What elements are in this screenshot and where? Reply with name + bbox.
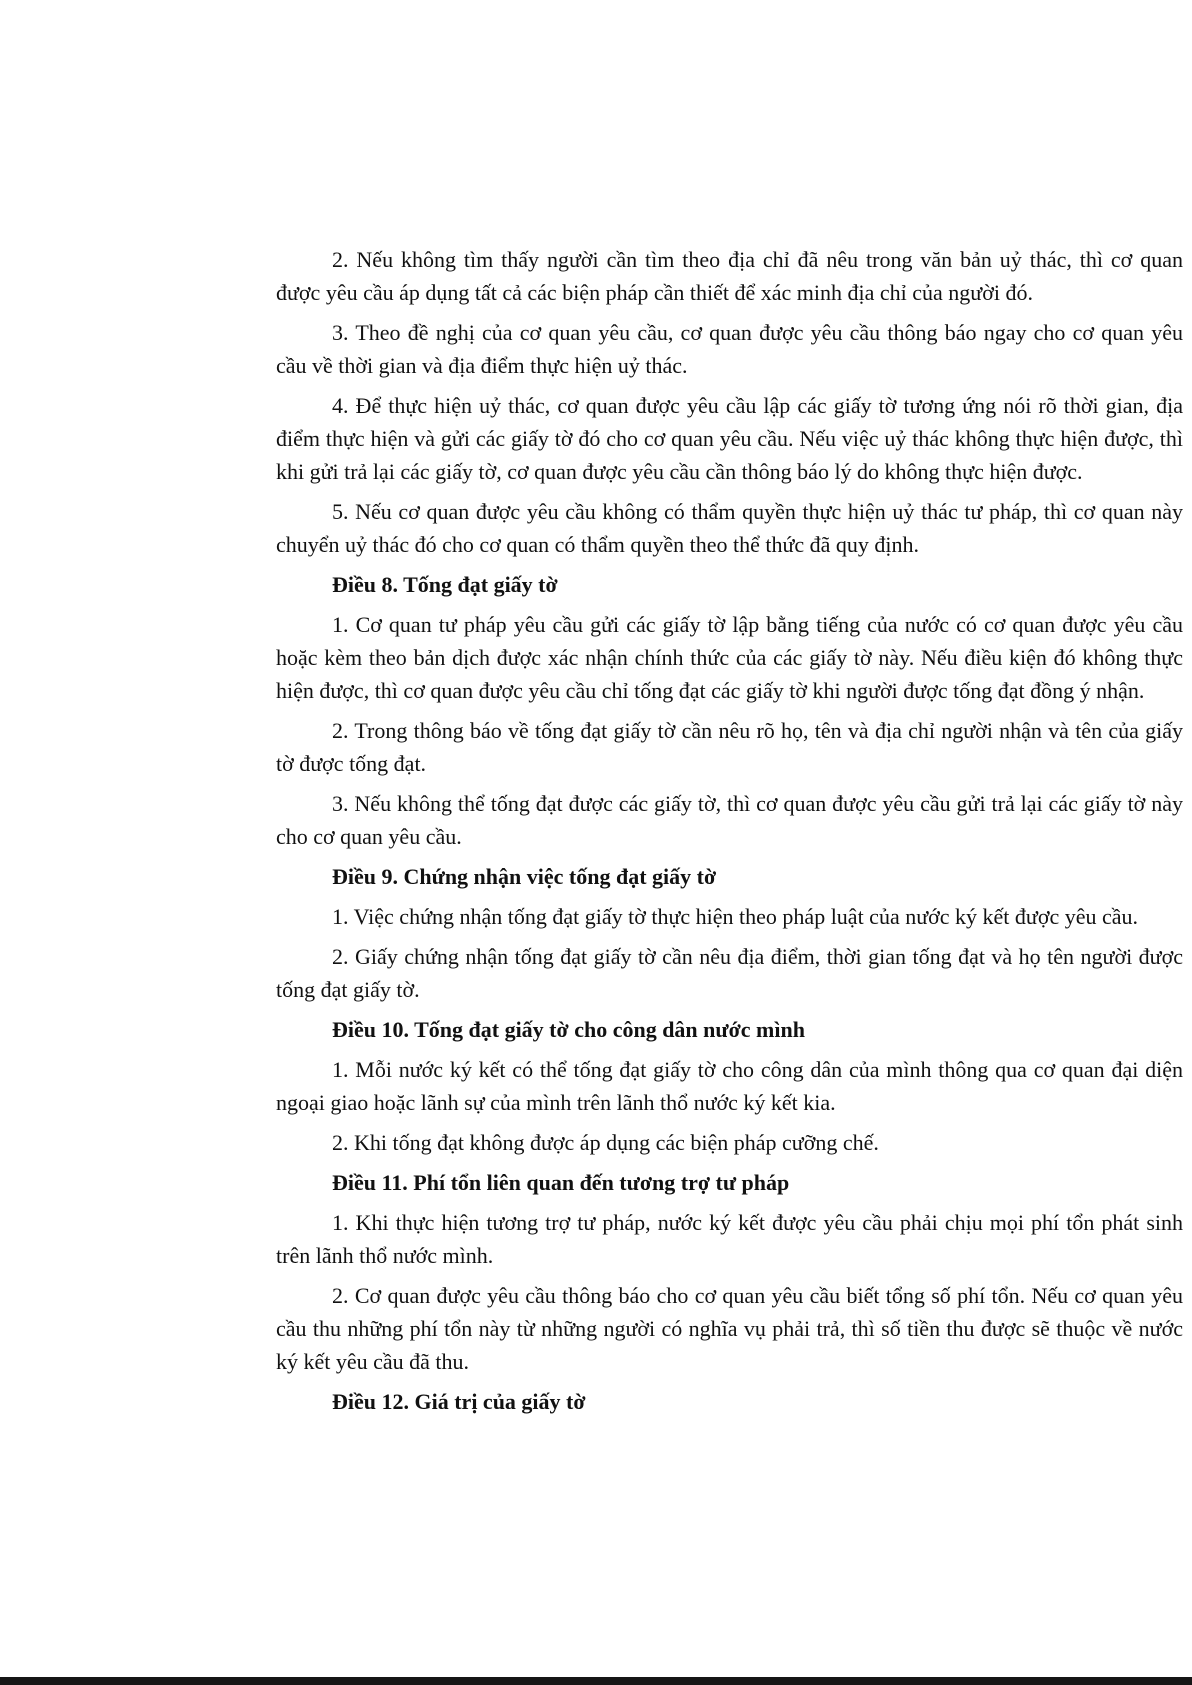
article-heading: Điều 8. Tống đạt giấy tờ [332, 572, 558, 597]
paragraph: 1. Khi thực hiện tương trợ tư pháp, nước ký kết được yêu cầu phải chịu mọi phí tổn phát sinh trên lãnh thổ nước mình. [276, 1210, 1183, 1268]
paragraph: 2. Nếu không tìm thấy người cần tìm theo địa chỉ đã nêu trong văn bản uỷ thác, thì cơ quan được yêu cầu áp dụng tất cả các biện pháp cần thiết để xác minh địa chỉ của người đó. [276, 247, 1183, 305]
paragraph: 5. Nếu cơ quan được yêu cầu không có thẩm quyền thực hiện uỷ thác tư pháp, thì cơ quan này chuyển uỷ thác đó cho cơ quan có thẩm quyền theo thể thức đã quy định. [276, 499, 1183, 557]
page-bottom-border [0, 1677, 1192, 1685]
paragraph: 3. Theo đề nghị của cơ quan yêu cầu, cơ quan được yêu cầu thông báo ngay cho cơ quan yêu cầu về thời gian và địa điểm thực hiện uỷ thác. [276, 320, 1183, 378]
paragraph: 3. Nếu không thể tống đạt được các giấy tờ, thì cơ quan được yêu cầu gửi trả lại các giấy tờ này cho cơ quan yêu cầu. [276, 791, 1183, 849]
article-heading: Điều 11. Phí tổn liên quan đến tương trợ tư pháp [332, 1170, 790, 1195]
article-heading: Điều 12. Giá trị của giấy tờ [332, 1389, 586, 1414]
paragraph: 1. Việc chứng nhận tống đạt giấy tờ thực hiện theo pháp luật của nước ký kết được yêu cầu. [332, 904, 1139, 929]
paragraph: 2. Trong thông báo về tống đạt giấy tờ cần nêu rõ họ, tên và địa chỉ người nhận và tên của giấy tờ được tống đạt. [276, 718, 1183, 776]
paragraph: 1. Cơ quan tư pháp yêu cầu gửi các giấy tờ lập bằng tiếng của nước có cơ quan được yêu cầu hoặc kèm theo bản dịch được xác nhận chính thức của các giấy tờ này. Nếu điều kiện đó không thực hiện được, thì cơ quan được yêu cầu chỉ tống đạt các giấy tờ khi người được tống đạt đồng ý nhận. [276, 612, 1183, 703]
paragraph: 1. Mỗi nước ký kết có thể tống đạt giấy tờ cho công dân của mình thông qua cơ quan đại diện ngoại giao hoặc lãnh sự của mình trên lãnh thổ nước ký kết kia. [276, 1057, 1183, 1115]
paragraph: 2. Cơ quan được yêu cầu thông báo cho cơ quan yêu cầu biết tổng số phí tổn. Nếu cơ quan yêu cầu thu những phí tổn này từ những người có nghĩa vụ phải trả, thì số tiền thu được sẽ thuộc về nước ký kết yêu cầu đã thu. [276, 1283, 1183, 1374]
paragraph: 4. Để thực hiện uỷ thác, cơ quan được yêu cầu lập các giấy tờ tương ứng nói rõ thời gian, địa điểm thực hiện và gửi các giấy tờ đó cho cơ quan yêu cầu. Nếu việc uỷ thác không thực hiện được, thì khi gửi trả lại các giấy tờ, cơ quan được yêu cầu cần thông báo lý do không thực hiện được. [276, 393, 1183, 484]
article-heading: Điều 10. Tống đạt giấy tờ cho công dân nước mình [332, 1017, 805, 1042]
document-page [276, 243, 1183, 1425]
paragraph: 2. Khi tống đạt không được áp dụng các biện pháp cưỡng chế. [332, 1130, 879, 1155]
article-heading: Điều 9. Chứng nhận việc tống đạt giấy tờ [332, 864, 717, 889]
paragraph: 2. Giấy chứng nhận tống đạt giấy tờ cần nêu địa điểm, thời gian tống đạt và họ tên người được tống đạt giấy tờ. [276, 944, 1183, 1002]
